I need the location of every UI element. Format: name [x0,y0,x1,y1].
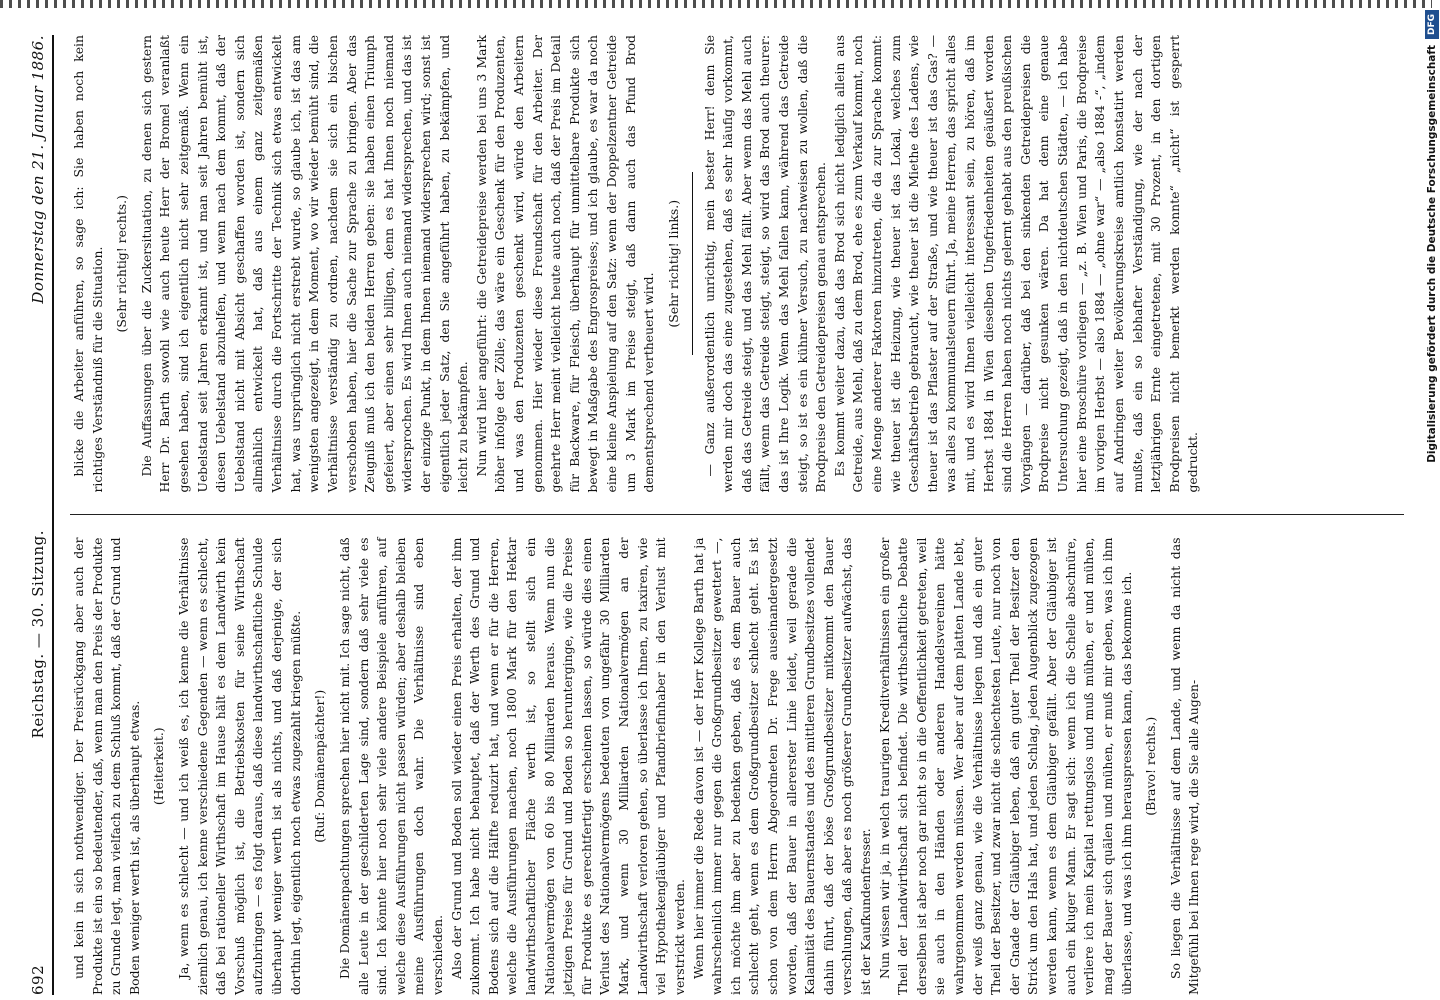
page-body [70,35,1404,995]
paragraph: Ja, wenn es schlecht — und ich weiß es, ich kenne die Verhältnisse ziemlich genau, ich kenne verschiedene Gegenden — wenn es schlecht, daß bei rationeller Wirthschaft im Hause hält es dem Landwirth kein Vorschuß möglich ist, die Betriebskosten für seine Wirthschaft aufzubringen — es folgt daraus, daß diese landwirthschaftliche Schulde überhaupt weniger werth ist als nichts, und daß derjenige, der sich dorthin legt, eigentlich noch etwas zugezahlt kriegen müßte. [176,537,303,995]
interjection: (Bravo! rechts.) [1143,716,1159,816]
paragraph: Wenn hier immer die Rede davon ist — der Herr Kollege Barth hat ja wahrscheinlich immer nur gegen die Großgrundbesitzer gewettert —, ich möchte ihm aber zu bedenken geben, daß es dem Bauer auch schlecht geht, wenn es dem Großgrundbesitzer schlecht geht. Es ist schon von dem Herrn Abgeordneten Dr. Frege auseinandergesetzt worden, daß der Bauer in allererster Linie leidet, weil gerade die Kalamität des Bauernstandes und des mittleren Grundbesitzes vollendet dahin führt, daß der böse Großgrundbesitzer mitkommt den Bauer verschlungen, daß aber es noch größerer Grundbesitzer aufwächst, das ist der Kaufkundenfresser. [690,537,873,995]
paragraph: Nun wissen wir ja, in welch traurigen Kreditverhältnissen ein großer Theil der Landwirthschaft sich befindet. Die wirthschaftliche Debatte derselben ist aber noch gar nicht so in die Oeffentlichkeit getreten, weil sie auch in den Händen oder anderen Handelsvereinen hätte wahrgenommen werden müssen. Wer aber auf dem platten Lande lebt, der weiß ganz genau, wie die Verhältnisse liegen und daß ein guter Theil der Besitzer, und zwar nicht die schlechtesten Leute, nur noch von der Gnade der Gläubiger leben, daß ein guter Theil der Besitzer den Strick um den Hals hat, und jeden Schlag, jeden Augenblick zugezogen werden kann, wenn es dem Gläubiger gefällt. Aber der Gläubiger ist auch ein kluger Mann. Er sagt sich: wenn ich die Schelle abschnüre, verliere ich mein Kapital rettungslos und muß mühen, er und mühen, mag der Bauer sich quälen und mühen, er muß mir geben, was ich ihm überlasse, und was ich ihm herauspressen kann, das bekomme ich. [876,537,1134,995]
header-date: Donnerstag den 21. Januar 1886. [29,35,47,304]
interjection: (Sehr richtig! links.) [665,199,681,328]
paragraph: blicke die Arbeiter anführen, so sage ich: Sie haben noch kein richtiges Verständniß für die Situation. [71,35,105,493]
paragraph: Es kommt weiter dazu, daß das Brod sich nicht lediglich allein aus Getreide, aus Mehl, daß zu dem Brod, ehe es zum Verkauf kommt, noch eine Menge anderer Faktoren hinzutreten, die da zur Sprache kommt: wie theuer ist die Heizung, wie theuer ist das Lokal, welches zum Geschäftsbetrieb gebraucht, wie theuer ist die Miethe des Ladens, wie theuer ist das Pflaster auf der Straße, und wie theuer ist das Gas? — was alles zu kommunalsteuern führt. Ja, meine Herren, das spricht alles mit, und es wird Ihnen vielleicht interessant sein, zu hören, daß im Herbst 1884 in Wien dieselben Ungefriedenheiten geäußert worden sind die Herren haben noch nichts gelernt gehabt aus den preußischen Vorgängen — darüber, daß bei den sinkenden Getreidepreisen die Brodpreise nicht gesunken wären. Da hat denn eine genaue Untersuchung gezeigt, daß in den nichtdeutschen Städten, — ich habe hier eine Broschüre vorliegen — „z. B. Wien und Paris, die Brodpreise im vorigen Herbst — also 1884 — „ohne war“ — „also 1884 -“, „indem auf Andringen weiter Bevölkerungskreise amtlich konstatirt werden mußte, daß ein so lebhafter Verständigung, wie der nach der letztjährigen Ernte eingetretene, mit 30 Prozent, in den dortigen Brodpreisen nicht bemerkt werden konnte“ „nicht“ ist gesperrt gedruckt. [831,35,1201,493]
interjection: (Ruf: Domänenpächter!) [312,689,328,843]
paragraph: und kein in sich nothwendiger. Der Preisrückgang aber auch der Produkte ist ein so bedeutender, daß, wenn man den Preis der Produkte zu Grunde legt, man vielfach zu dem Schluß kommt, daß der Grund und Boden weniger werth ist, als überhaupt etwas. [71,537,142,995]
digitization-text: Digitalisierung gefördert durch die Deutsche Forschungsgemeinschaft [1426,45,1438,463]
paragraph: — Ganz außerordentlich unrichtig, mein bester Herr! denn Sie werden mir doch das eine zugestehen, daß es sehr häufig vorkommt, daß das Getreide steigt, und das Mehl fällt. Aber wenn das Mehl auch fällt, wenn das Getreide steigt, steigt, so wird das Brod auch theurer: das ist Ihre Logik. Wenn das Mehl fallen kann, während das Getreide steigt, so ist es ein kühner Versuch, zu nachweisen zu wollen, daß die Brodpreise den Getreidepreisen genau entsprechen. [701,35,829,493]
paragraph: Die Domänenpachtungen sprechen hier nicht mit. Ich sage nicht, daß alle Leute in der geschilderten Lage sind, sondern daß sehr viele es sind. Ich könnte hier noch sehr viele andere Beispiele anführen, auf welche diese Ausführungen nicht passen würden; aber deshalb bleiben meine Ausführungen doch wahr. Die Verhältnisse sind eben verschieden. [336,537,445,995]
page-number: 692 [29,964,47,995]
interjection: (Sehr richtig! rechts.) [114,195,130,333]
paragraph: So liegen die Verhältnisse auf dem Lande, und wenn da nicht das Mitgefühl bei Ihnen rege wird, die Sie alle Augen- [1167,537,1202,995]
section-separator [692,35,693,493]
paragraph: Also der Grund und Boden soll wieder einen Preis erhalten, der ihm zukommt. Ich habe nicht behauptet, daß der Werth des Grund und Bodens sich auf die Hälfte reduzirt hat, und wenn er für die Herren, welche die Ausführungen machen, noch 1800 Mark für den Hektar landwirthschaftlicher Fläche werth ist, so stellt sich ein Nationalvermögen von 60 bis 80 Milliarden heraus. Wenn nun die jetzigen Preise für Grund und Boden so herunterginge, wie die Preise für Produkte es gerechtfertigt erscheinen lassen, so würde dies einen Verlust des Nationalvermögens bedeuten von ungefähr 30 Milliarden Mark, und wenn 30 Milliarden Nationalvermögen an der Landwirthschaft verloren gehen, so überlasse ich Ihnen, zu taxiren, wie viel Hypothekengläubiger und Pfandbriefinhaber in den Verlust mit verstrickt werden. [448,537,687,995]
page-header [24,35,54,995]
text-column-right [70,35,1404,493]
top-edge-noise [0,0,1432,8]
dfg-logo: DFG [1425,10,1439,39]
paragraph: Nun wird hier angeführt: die Getreidepreise werden bei uns 3 Mark höher infolge der Zölle; das wäre ein Geschenk für den Produzenten, und was den Produzenten geschenkt wird, würde den Arbeitern genommen. Hier wieder diese Freundschaft für den Arbeiter. Der geehrte Herr meint vielleicht heute auch noch, daß der Preis im Detail für Backware, für Fleisch, überhaupt für unmittelbare Produkte sich bewegt in Maßgabe des Engrospreises; und ich glaube, es war da noch eine kleine Anspielung auf den Satz: wenn der Doppelzentner Getreide um 3 Mark im Preise steigt, daß dann auch das Pfund Brod dementsprechend vertheuert wird. [473,35,657,493]
header-title: Reichstag. — 30. Sitzung. [29,530,47,739]
text-column-left [70,538,1404,996]
digitization-note [1424,10,1440,990]
rotated-page [24,35,1404,995]
paragraph: Die Auffassungen über die Zuckersituation, zu denen sich gestern Herr Dr. Barth sowohl wie auch heute Herr der Bromel veranlaßt gesehen haben, sind ich eigentlich nicht sehr zeitgemäß. Wenn ein Uebelstand seit Jahren erkannt ist, und man seit Jahren bemüht ist, diesen Uebelstand abzuhelfen, und wenn nach dem kommt, daß der Uebelstand nicht mit Absicht geschaffen worden ist, sondern sich allmählich entwickelt hat, daß aus einem ganz zeitgemäßen Verhältnisse durch die Fortschritte der Technik sich etwas entwickelt hat, was ursprünglich nicht erstrebt wurde, so glaube ich, ist das am wenigsten angezeigt, in dem Moment, wo wir wieder bemüht sind, die Verhältnisse verständig zu ordnen, nachdem sie sich ein bischen verschoben haben, hier die Sache zur Sprache zu bringen. Aber das Zeugniß muß ich den beiden Herren geben: sie haben einen Triumph gefeiert, aber einen sehr billigen, denn es hat Ihnen noch niemand widersprochen. Es wird Ihnen auch niemand widersprechen, und das ist der einzige Punkt, in dem Ihnen niemand widersprechen wird; sonst ist eigentlich jeder Satz, den Sie angeführt haben, zu bekämpfen, und leicht zu bekämpfen. [138,35,471,493]
interjection: (Heiterkeit.) [151,727,167,806]
column-divider [70,515,1404,516]
